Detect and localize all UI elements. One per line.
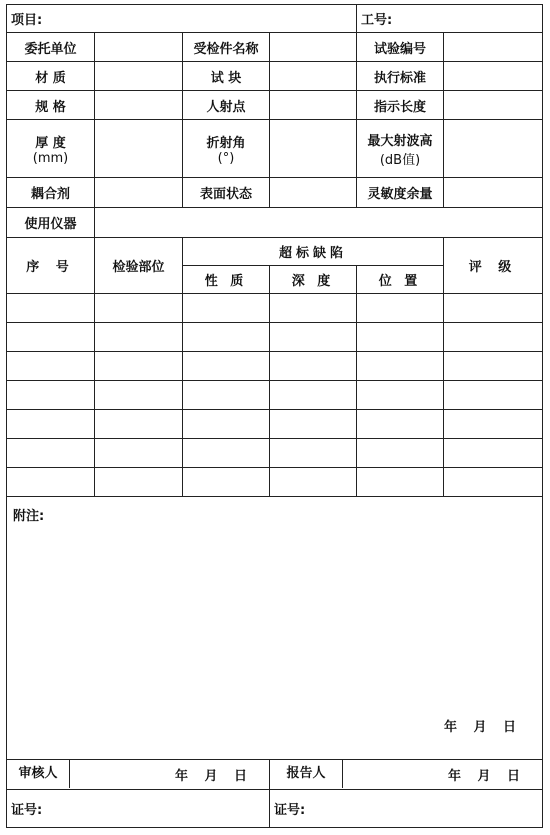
project-field[interactable] [7,5,357,33]
defect-header-row [7,237,543,265]
cert-row [7,789,543,827]
table-cell[interactable] [183,438,270,467]
table-cell[interactable] [95,351,183,380]
table-row [7,322,543,351]
max-wave-value[interactable] [444,120,543,178]
table-row [7,380,543,409]
spec-value[interactable] [95,91,183,120]
table-cell[interactable] [95,409,183,438]
nature-header: 性 质 [183,265,270,293]
header-row [7,5,543,33]
refraction-angle-unit: (°) [217,150,235,166]
info-row [7,178,543,208]
defect-group-header: 超标缺陷 [183,237,444,265]
table-cell[interactable] [444,293,543,322]
part-name-value[interactable] [270,33,357,62]
remarks-row [7,497,543,760]
table-cell[interactable] [95,380,183,409]
table-cell[interactable] [357,438,444,467]
test-block-label: 试 块 [183,62,270,91]
table-row [7,293,543,322]
report-table [6,4,543,828]
reporter-cert-field[interactable] [270,789,543,827]
material-value[interactable] [95,62,183,91]
table-cell[interactable] [7,380,95,409]
reporter-cert-label: 证号: [274,802,306,818]
table-cell[interactable] [7,351,95,380]
thickness-title: 厚 度 [35,135,66,151]
table-row [7,438,543,467]
sensitivity-value[interactable] [444,178,543,208]
reviewer-cert-field[interactable] [7,789,270,827]
info-row [7,120,543,178]
location-header: 位 置 [357,265,444,293]
instrument-row [7,208,543,237]
reviewer-cert-label: 证号: [11,802,43,818]
table-cell[interactable] [444,468,543,497]
table-row [7,409,543,438]
indicated-length-value[interactable] [444,91,543,120]
couplant-value[interactable] [95,178,183,208]
indicated-length-label: 指示长度 [357,91,444,120]
thickness-value[interactable] [95,120,183,178]
thickness-unit: (mm) [32,150,69,166]
max-wave-label [357,120,444,178]
table-cell[interactable] [95,322,183,351]
table-row [7,468,543,497]
table-cell[interactable] [270,293,357,322]
table-row [7,351,543,380]
table-cell[interactable] [95,468,183,497]
material-label: 材 质 [7,62,95,91]
info-row [7,62,543,91]
table-cell[interactable] [7,293,95,322]
table-cell[interactable] [444,409,543,438]
table-cell[interactable] [444,438,543,467]
work-no-label: 工号: [361,13,393,29]
table-cell[interactable] [444,322,543,351]
entry-point-label: 人射点 [183,91,270,120]
info-row [7,91,543,120]
table-cell[interactable] [183,409,270,438]
table-cell[interactable] [95,438,183,467]
reviewer-date[interactable]: 年 月 日 [174,768,247,784]
remarks-label: 附注: [13,509,45,525]
instrument-value[interactable] [95,208,543,237]
table-cell[interactable] [270,322,357,351]
max-wave-title: 最大射波高 [367,133,433,149]
remarks-area[interactable] [7,497,543,760]
table-cell[interactable] [95,293,183,322]
refraction-angle-title: 折射角 [206,135,246,151]
instrument-label: 使用仪器 [7,208,95,237]
sensitivity-label: 灵敏度余量 [357,178,444,208]
table-cell[interactable] [183,293,270,322]
remarks-date: 年 月 日 [443,720,517,736]
table-cell[interactable] [357,351,444,380]
table-cell[interactable] [7,438,95,467]
work-no-field[interactable] [357,5,543,33]
table-cell[interactable] [357,322,444,351]
spec-label: 规 格 [7,91,95,120]
table-cell[interactable] [444,351,543,380]
seq-header: 序 号 [7,237,95,293]
refraction-angle-label [183,120,270,178]
table-cell[interactable] [7,322,95,351]
table-cell[interactable] [270,438,357,467]
reviewer-cell [7,759,270,789]
table-cell[interactable] [357,380,444,409]
table-cell[interactable] [357,293,444,322]
table-cell[interactable] [270,380,357,409]
reporter-date[interactable]: 年 月 日 [447,768,521,784]
table-cell[interactable] [183,322,270,351]
max-wave-unit: (dB值) [379,152,421,168]
standard-value[interactable] [444,62,543,91]
project-label: 项目: [11,13,43,29]
reporter-cell [270,759,543,789]
table-cell[interactable] [183,351,270,380]
test-no-label: 试验编号 [357,33,444,62]
refraction-angle-value[interactable] [270,120,357,178]
thickness-label [7,120,95,178]
test-no-value[interactable] [444,33,543,62]
table-cell[interactable] [183,468,270,497]
table-cell[interactable] [444,380,543,409]
surface-state-value[interactable] [270,178,357,208]
table-cell[interactable] [270,409,357,438]
signature-row [7,759,543,789]
info-row [7,33,543,62]
table-cell[interactable] [183,380,270,409]
surface-state-label: 表面状态 [183,178,270,208]
client-label: 委托单位 [7,33,95,62]
standard-label: 执行标准 [357,62,444,91]
reporter-label: 报告人 [270,760,343,788]
test-block-value[interactable] [270,62,357,91]
position-header: 检验部位 [95,237,183,293]
part-name-label: 受检件名称 [183,33,270,62]
table-cell[interactable] [270,468,357,497]
table-cell[interactable] [357,409,444,438]
table-cell[interactable] [7,409,95,438]
couplant-label: 耦合剂 [7,178,95,208]
client-value[interactable] [95,33,183,62]
table-cell[interactable] [7,468,95,497]
entry-point-value[interactable] [270,91,357,120]
table-cell[interactable] [270,351,357,380]
reviewer-label: 审核人 [7,760,70,788]
depth-header: 深 度 [270,265,357,293]
table-cell[interactable] [357,468,444,497]
grade-header: 评 级 [444,237,543,293]
